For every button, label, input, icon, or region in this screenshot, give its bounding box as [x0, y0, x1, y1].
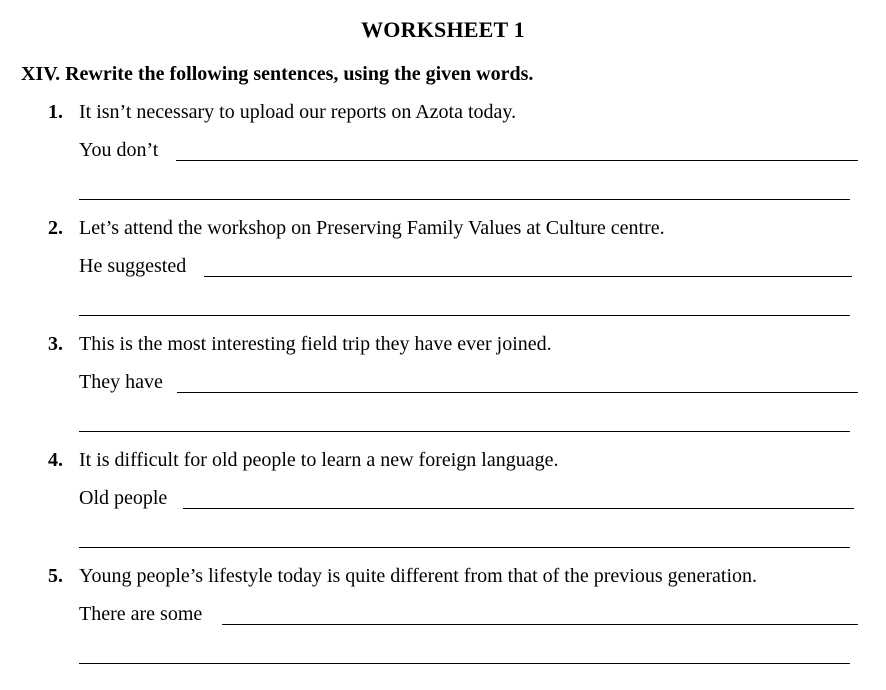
answer-line-second[interactable]: [79, 663, 850, 664]
question-sentence: Young people’s lifestyle today is quite different from that of the previous generation.: [79, 565, 758, 587]
question-number: 4.: [48, 449, 63, 471]
answer-line-second[interactable]: [79, 547, 850, 548]
rewrite-prompt: You don’t: [79, 139, 159, 161]
question-number: 3.: [48, 333, 63, 355]
question-sentence: Let’s attend the workshop on Preserving Family Values at Culture centre.: [79, 217, 665, 239]
question-item: [0, 330, 886, 446]
question-item: [0, 214, 886, 330]
answer-line-second[interactable]: [79, 431, 850, 432]
question-item: [0, 446, 886, 562]
question-item: [0, 98, 886, 214]
rewrite-prompt: Old people: [79, 487, 168, 509]
question-number: 2.: [48, 217, 63, 239]
question-sentence: It isn’t necessary to upload our reports on Azota today.: [79, 101, 517, 123]
answer-line-second[interactable]: [79, 315, 850, 316]
rewrite-prompt: There are some: [79, 603, 203, 625]
question-sentence: This is the most interesting field trip they have ever joined.: [79, 333, 552, 355]
answer-line-first[interactable]: [176, 160, 858, 161]
question-sentence: It is difficult for old people to learn a new foreign language.: [79, 449, 559, 471]
answer-line-first[interactable]: [204, 276, 852, 277]
answer-line-second[interactable]: [79, 199, 850, 200]
question-number: 1.: [48, 101, 63, 123]
question-number: 5.: [48, 565, 63, 587]
answer-line-first[interactable]: [177, 392, 858, 393]
rewrite-prompt: They have: [79, 371, 163, 393]
worksheet-title: WORKSHEET 1: [361, 17, 525, 42]
exercise-instruction: XIV. Rewrite the following sentences, using the given words.: [21, 63, 534, 85]
question-item: [0, 562, 886, 678]
answer-line-first[interactable]: [222, 624, 858, 625]
rewrite-prompt: He suggested: [79, 255, 187, 277]
answer-line-first[interactable]: [183, 508, 854, 509]
